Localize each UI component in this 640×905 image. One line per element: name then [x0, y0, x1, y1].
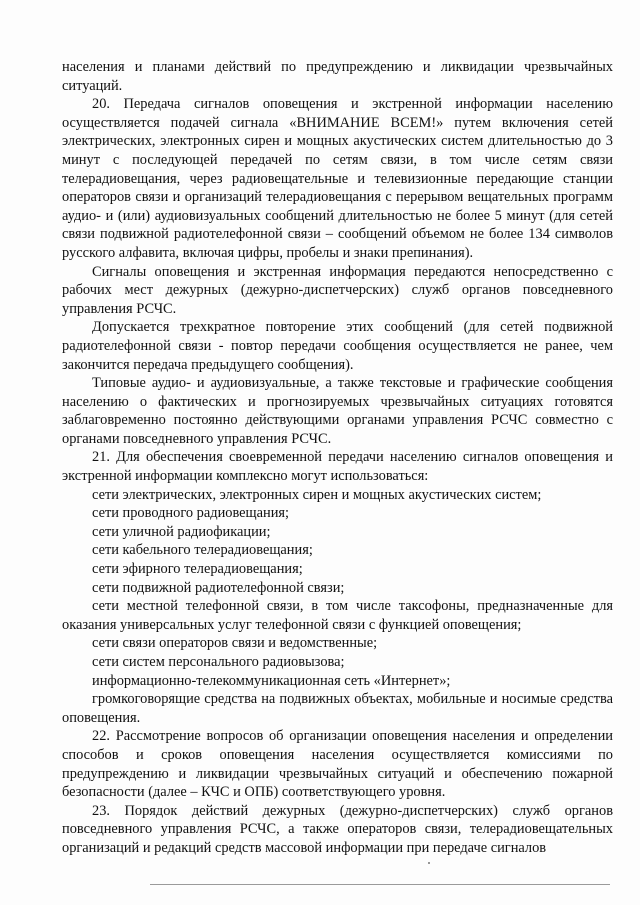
list-item: сети эфирного телерадиовещания; — [92, 561, 303, 578]
list-item: сети проводного радиовещания; — [92, 505, 290, 522]
list-item: информационно-телекоммуникационная сеть «Интернет»; — [92, 672, 451, 689]
list-item: сети уличной радиофикации; — [92, 523, 271, 540]
document-body — [62, 58, 613, 858]
paragraph-signals-direct: Сигналы оповещения и экстренная информация передаются непосредственно с рабочих мест дежурных (дежурно-диспетчерских) служб органов повседневного управления РСЧС. — [62, 263, 613, 317]
list-item: сети электрических, электронных сирен и мощных акустических систем; — [92, 486, 542, 503]
list-item: сети подвижной радиотелефонной связи; — [92, 579, 345, 596]
paragraph-20: 20. Передача сигналов оповещения и экстренной информации населению осуществляется подачей сигнала «ВНИМАНИЕ ВСЕМ!» путем включения сетей электрических, электронных сирен и мощных акустических систем длительностью до 3 минут с последующей передачей по сетям связи, в том числе сетям связи телерадиовещания, через радиовещательные и телевизионные передающие станции операторов связи и организаций телерадиовещания с перерывом вещательных программ аудио- и (или) аудиовизуальных сообщений длительностью не более 5 минут (для сетей связи подвижной радиотелефонной связи – сообщений объемом не более 134 символов русского алфавита, включая цифры, пробелы и знаки препинания). — [62, 96, 613, 261]
footer-rule — [150, 884, 610, 885]
paragraph-23: 23. Порядок действий дежурных (дежурно-диспетчерских) служб органов повседневного управления РСЧС, а также операторов связи, телерадиовещательных организаций и редакций средств массовой информации при передаче сигналов — [62, 802, 613, 856]
paragraph-continuation: населения и планами действий по предупреждению и ликвидации чрезвычайных ситуаций. — [62, 59, 613, 94]
list-item: сети кабельного телерадиовещания; — [92, 542, 313, 559]
list-item: сети связи операторов связи и ведомственные; — [92, 635, 378, 652]
scan-speck — [428, 862, 430, 864]
list-item: сети систем персонального радиовызова; — [92, 654, 345, 670]
list-item: сети местной телефонной связи, в том числе таксофоны, предназначенные для оказания универсальных услуг телефонной связи с функцией оповещения; — [62, 598, 613, 633]
paragraph-21: 21. Для обеспечения своевременной передачи населению сигналов оповещения и экстренной информации комплексно могут использоваться: — [62, 449, 613, 485]
paragraph-22: 22. Рассмотрение вопросов об организации оповещения населения и определении способов и сроков оповещения населения осуществляется комиссиями по предупреждению и ликвидации чрезвычайных ситуаций и обеспечению пожарной безопасности (далее – КЧС и ОПБ) соответствующего уровня. — [62, 728, 613, 801]
list-item: громкоговорящие средства на подвижных объектах, мобильные и носимые средства оповещения. — [62, 691, 613, 726]
paragraph-repeat: Допускается трехкратное повторение этих сообщений (для сетей подвижной радиотелефонной связи - повтор передачи сообщения осуществляется не ранее, чем закончится передача предыдущего сообщения). — [62, 319, 613, 373]
paragraph-typical-messages: Типовые аудио- и аудиовизуальные, а также текстовые и графические сообщения населению о фактических и прогнозируемых чрезвычайных ситуациях готовятся заблаговременно постоянно действующими органами управления РСЧС совместно с органами повседневного управления РСЧС. — [62, 375, 613, 447]
